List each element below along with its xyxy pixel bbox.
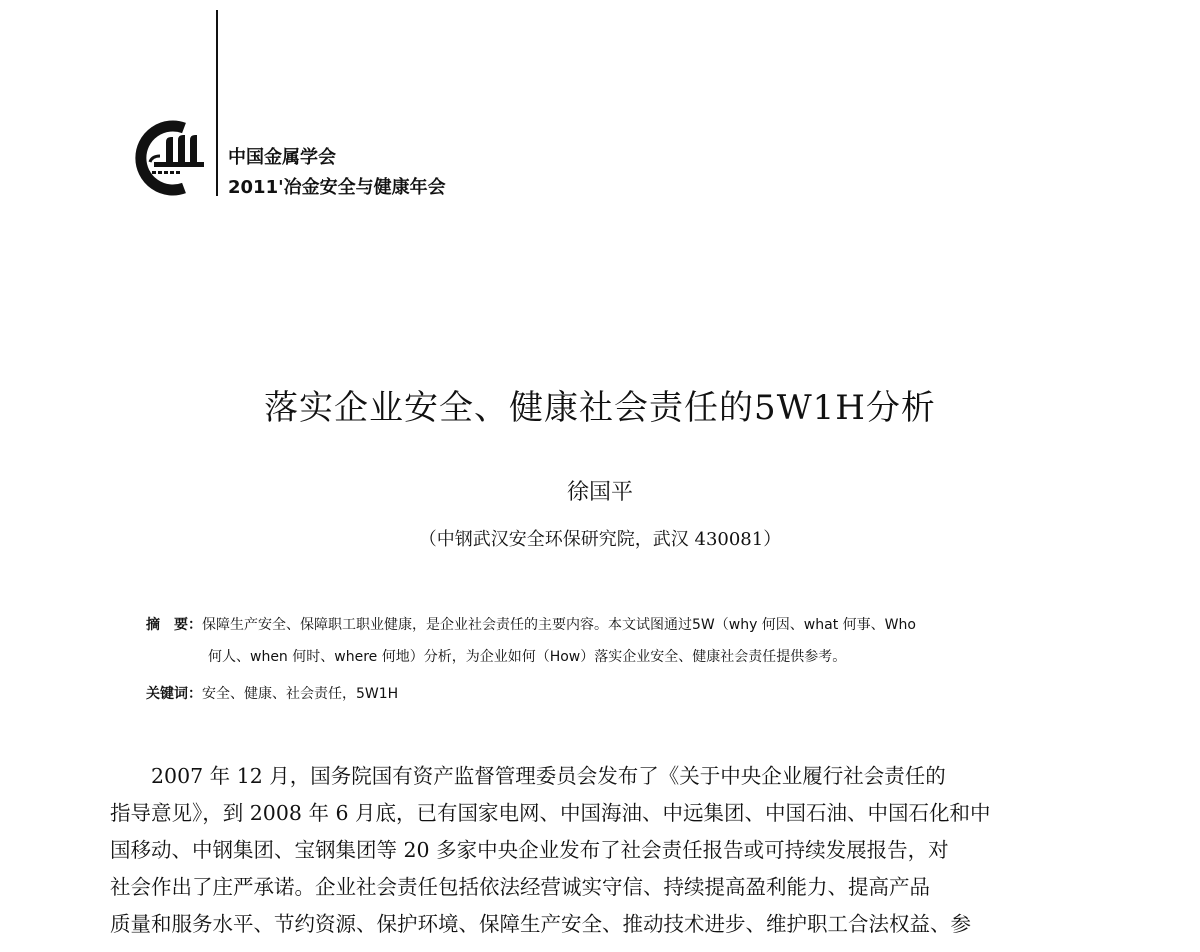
csm-logo-icon bbox=[124, 116, 208, 200]
abstract bbox=[146, 609, 1106, 673]
body-line-1: 2007 年 12 月，国务院国有资产监督管理委员会发布了《关于中央企业履行社会责任的 bbox=[151, 764, 946, 788]
organization-name: 中国金属学会 bbox=[228, 147, 336, 168]
paper-author: 徐国平 bbox=[566, 480, 633, 505]
header-vertical-rule bbox=[216, 10, 218, 196]
body-line-4: 社会作出了庄严承诺。企业社会责任包括依法经营诚实守信、持续提高盈利能力、提高产品 bbox=[110, 875, 930, 899]
abstract-line-1 bbox=[146, 609, 1106, 641]
keywords-label: 关键词： bbox=[146, 686, 202, 702]
conference-name: 2011'冶金安全与健康年会 bbox=[228, 177, 446, 198]
abstract-text-1: 保障生产安全、保障职工职业健康，是企业社会责任的主要内容。本文试图通过5W（why 何因、what 何事、Who bbox=[202, 617, 916, 633]
abstract-text-2: 何人、when 何时、where 何地）分析，为企业如何（How）落实企业安全、健康社会责任提供参考。 bbox=[208, 649, 847, 665]
body-line-5: 质量和服务水平、节约资源、保护环境、保障生产安全、推动技术进步、维护职工合法权益、参 bbox=[110, 912, 971, 936]
keywords bbox=[146, 680, 1106, 708]
body-line-3: 国移动、中钢集团、宝钢集团等 20 多家中央企业发布了社会责任报告或可持续发展报告，对 bbox=[110, 838, 949, 862]
keywords-text: 安全、健康、社会责任，5W1H bbox=[202, 686, 399, 702]
body-text bbox=[110, 758, 1100, 943]
author-affiliation: （中钢武汉安全环保研究院，武汉 430081） bbox=[418, 529, 782, 550]
conference-header bbox=[228, 143, 446, 203]
body-line-2: 指导意见》，到 2008 年 6 月底，已有国家电网、中国海油、中远集团、中国石油、中国石化和中 bbox=[110, 801, 991, 825]
abstract-label: 摘 要： bbox=[146, 617, 202, 633]
paper-title: 落实企业安全、健康社会责任的5W1H分析 bbox=[264, 388, 936, 428]
